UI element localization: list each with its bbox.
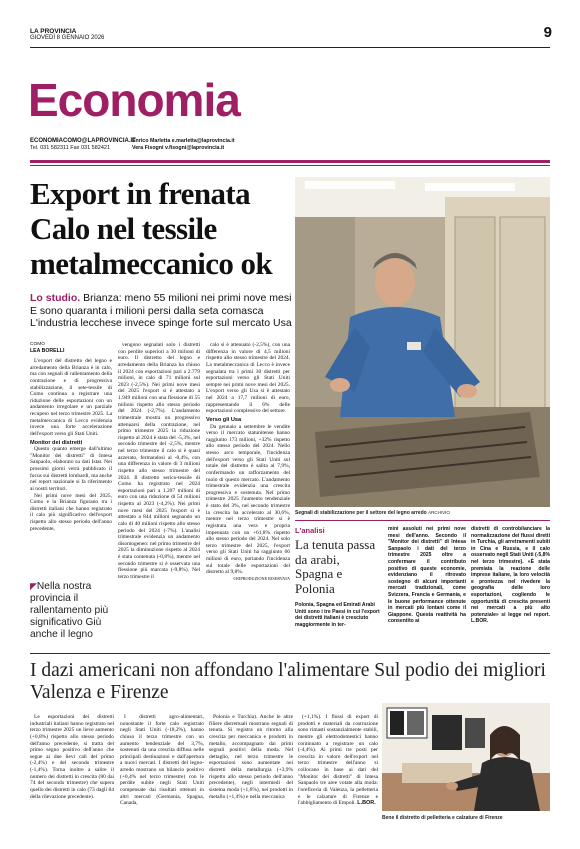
section-divider [30, 160, 550, 163]
article-paragraph: I distretti agro-alimentari, nonostante il forte calo registrato negli Stati Uniti (-18,2%), hanno chiuso il terzo trimestre con un aumento tendenziale del 3,7%, sostenuti da una crescita diffusa nelle principali destinazioni e dall'apertura a nuovi mercati. I distretti del legno-arredo mostrano un bilancio positivo (+0,4% nel terzo trimestre) con le perdite subite negli Stati Uniti compensate dai risultati ottenuti in altri mercati (Germania, Spagna, Canada, [120, 714, 204, 807]
box-title: La tenuta passa da arabi, Spagna e Polonia [295, 537, 376, 596]
article-paragraph: vengono segnalati solo i distretti con perdite superiori a 30 milioni di euro. Il distretto del legno e arredamento della Brianza ha chiuso il 2024 con esportazioni pari a 2.779 milioni, in calo di 71 milioni sul 2023 (-2,5%). Nei primi nove mesi del 2025 l'export si è attestato a 1.949 milioni con una flessione di 55 milioni rispetto allo stesso periodo del 2024 (-2,7%). L'andamento trimestrale mostra un progressivo attenuarsi della contrazione, nel primo trimestre 2025 la riduzione rispetto al 2024 è stata del -5,3%, nel secondo trimestre del -2,5%, mentre nel terzo trimestre il calo si è quasi azzerato, fermandosi al -0,4%, con una differenza in valore di 3 milioni rispetto allo stesso trimestre del 2024. Il distretto serico-tessile di Como ha registrato nel 2024 esportazioni pari a 1.207 milioni di euro con una riduzione di 54 milioni rispetto al 2023 (-4,2%). Nei primi nove mesi del 2025 l'export si è attestato a 844 milioni segnando un calo di 40 milioni rispetto allo stesso periodo del 2024 (-7%). L'analisi trimestrale evidenzia un andamento disomogeneo: nel primo trimestre del 2025 la diminuzione rispetto al 2024 è stata contenuta (-0,8%), mentre nel secondo trimestre si è osservata una flessione più marcata (-9,8%). Nel terzo trimestre il [118, 342, 200, 580]
section-divider [30, 165, 550, 166]
editor-contacts [132, 138, 235, 152]
article-paragraph: Nei primi nove mesi del 2025, Como e la Brianza figurano tra i distretti italiani che hanno registrato il calo più significativo dell'export rispetto allo stesso periodo dell'anno precedente, [30, 492, 112, 532]
box-paragraph: distretti di controbilanciare la normalizzazione dei flussi diretti in Turchia, gli arretramenti subiti in Cina e Russia, e il calo osservato negli Stati Uniti (-5,8% nel terzo trimestre). «È stata premiata la reazione delle imprese italiane, la loro velocità e prontezza nel rivedere la geografia delle loro esportazioni, cogliendo le opportunità di crescita presenti nei mercati a più alto potenziale» si legge nel report. [471, 526, 550, 618]
section-title: Economia [28, 74, 240, 126]
pull-quote-triangle-icon: ◤ [30, 581, 37, 591]
article-paragraph: calo si è attenuato (-2,5%), con una differenza in valore di 4,5 milioni rispetto allo stesso trimestre del 2024. La metalmeccanica di Lecco è invece segnalata tra i primi 30 distretti per esportazioni verso gli Stati Uniti sempre nei primi nove mesi del 2025. L'export verso gli Usa si è attestato nel 2024 a 17,7 milioni di euro, rappresentando il 6% delle esportazioni complessive del settore. [206, 342, 290, 415]
article-headline: Export in frenata Calo nel tessile metalmeccanico ok [30, 176, 273, 281]
article-paragraph: Le esportazioni dei distretti industriali italiani hanno registrato nel terzo trimestre 2025 un lieve aumento (+0,8%) rispetto allo stesso periodo dell'anno precedente, si tratta del primo segno positivo dell'anno che segue ai due lievi cali del primo (-2,4%) e del secondo trimestre (-1,4%). Torna inoltre a salire il numero dei distretti in crescita (80 dai 74 del secondo trimestre) che supera quello dei distretti in calo (73 dagli 84 della rilevazione precedente). [30, 714, 114, 800]
pull-quote [30, 580, 112, 641]
article2-headline: I dazi americani non affondano l'alimentare Sul podio dei migliori Valenza e Firenze [30, 660, 546, 703]
article2-column-2 [120, 714, 204, 844]
article-initials: L.BOR. [357, 800, 376, 807]
box-tag: L'analisi [295, 526, 325, 535]
article-paragraph: Polonia e Turchia). Anche le altre filiere distrettuali mostrano segnali di tenuta. Si registra un ritorno alla crescita per meccanica e prodotti in metallo, accompagnato dai primi segnali positivi della moda. Nel dettaglio, nel terzo trimestre le esportazioni sono aumentate nei distretti della metallurgia (+3,9% rispetto allo stesso periodo dell'anno precedente), negli intermedi del sistema moda (+1,6%), nei prodotti in metallo (+1,4%) e nella meccanica [209, 714, 293, 800]
summary-line: Brianza: meno 55 milioni nei primi nove mesi [80, 292, 292, 304]
article-paragraph: Da gennaio a settembre le vendite verso il mercato statunitense hanno raggiunto 173 milioni, +32% rispetto allo stesso periodo del 2024. Nello stesso arco temporale, l'incidenza dell'export verso gli Stati Uniti sul totale del distretto è salita al 7,9%, confermando un rafforzamento del ruolo di questo mercato. L'andamento trimestrale evidenzia una crescita progressiva e sostenuta. Nel primo trimestre 2025 l'aumento tendenziale è stato del 3%, nel secondo trimestre la crescita ha accelerato al 30,6%, mentre nel terzo trimestre si è registrata una vera e propria impennata con un +61,8% rispetto allo stesso periodo del 2024. Nel solo terzo trimestre del 2025, l'export verso gli Stati Uniti ha raggiunto 66 milioni di euro, portando l'incidenza sul totale delle esportazioni del distretto al 9,8%. [206, 423, 290, 576]
article2-column-1 [30, 714, 114, 844]
pull-quote-text: Nella nostra provincia il rallentamento più significativo Giù anche il legno [30, 581, 109, 640]
article2-photo-caption: Bene il distretto di pelletteria e calzature di Firenze [382, 815, 503, 821]
photo-caption [295, 510, 550, 516]
section-contacts [30, 138, 550, 152]
article-kicker: Lo studio. [30, 292, 81, 304]
article2-column-4 [298, 714, 378, 844]
box-lead: Polonia, Spagna ed Emirati Arabi Uniti sono i tre Paesi in cui l'export dei distretti italiani è cresciuto maggiormente in ter- [295, 602, 380, 628]
photo-caption-text: Segnali di stabilizzazione per il settore del legno arredo [295, 510, 427, 516]
article-paragraph: L'export del distretto del legno e arredamento della Brianza è in calo, ma con segnali di rallentamento della contrazione e di progressiva stabilizzazione, il sete-tessile di Como continua a registrare una riduzione delle esportazioni con un andamento irregolare e un parziale recupero nel terzo trimestre 2025. La metalmeccanica di Lecco evidenzia invece una forte accelerazione dell'export verso gli Stati Uniti. [30, 358, 112, 437]
editor-contact: Vera Fisogni v.fisogni@laprovincia.it [132, 144, 225, 151]
byline-place: COMO [30, 342, 45, 347]
page-number: 9 [543, 24, 552, 41]
article-paragraph: (+1,1%). I flussi di export di prodotti e materiali da costruzione sono rimasti sostanzialmente stabili, mentre gli elettrodomestici hanno continuato a registrare un calo (-4,4%). Ai primi tre posti per crescita in valore dell'export nel terzo trimestre dell'anno si collocano in base ai dati del "Monitor dei distretti" di Intesa Sanpaolo tre aree votate alla moda: l'oreficeria di Valenza, la pelletteria e le calzature di Firenze e l'abbigliamento di Empoli. [298, 714, 378, 807]
masthead [30, 28, 104, 42]
header-divider [30, 47, 550, 48]
summary-line: E sono quaranta i milioni persi dalla seta comasca [30, 304, 264, 317]
leather-workshop-photo-illustration [382, 703, 550, 811]
article-divider [30, 653, 550, 654]
article-column-2 [118, 342, 200, 642]
section-email[interactable]: ECONOMIACOMO@LAPROVINCIA.IT [30, 138, 136, 144]
box-divider [295, 520, 550, 521]
article2-photo [382, 703, 550, 811]
publication-name: LA PROVINCIA [30, 28, 77, 35]
publication-date: GIOVEDÌ 8 GENNAIO 2026 [30, 35, 105, 41]
article2-column-3 [209, 714, 293, 844]
article-paragraph: Questo quanto emerge dall'ultimo "Monitor dei distretti" di Intesa Sanpaolo, elaborato su dati Istat. Nei prossimi giorni verrà pubblicato il focus sui distretti lombardi, ma anche nel report nazionale si fa riferimento ai nostri territori. [30, 446, 112, 492]
photo-credit: ARCHIVIO [428, 510, 450, 515]
box-column-2: mini assoluti nei primi nove mesi dell'anno. Secondo il "Monitor dei distretti" di Intesa Sanpaolo i dati del terzo trimestre 2025 oltre a confermare il contributo positivo di queste economie, evidenziano il ritrovato sostegno di alcuni importanti mercati tradizionali, come Svizzera, Francia e Germania, e le buone performance ottenute in mercati più lontani come il Giappone. Questa reattività ha consentito ai [388, 526, 466, 625]
article-summary [30, 292, 292, 330]
editor-contact: Enrico Marletta e.marletta@laprovincia.it [132, 138, 235, 144]
summary-line: L'industria lecchese invece spinge forte sul mercato Usa [30, 317, 292, 329]
box-column-3 [471, 526, 550, 648]
article-subheading: Monitor dei distretti [30, 439, 83, 446]
article-byline [30, 342, 64, 355]
byline-author: LEA BORELLI [30, 348, 65, 354]
box-initials: L.BOR. [471, 618, 489, 625]
section-phone: Tel. 031 582311 Fax 031 582421 [30, 145, 111, 151]
article-subheading: Verso gli Usa [206, 416, 242, 423]
article-photo [295, 177, 550, 507]
copyright-notice: ©RIPRODUZIONE RISERVATA [233, 575, 290, 581]
article-column-1 [30, 358, 112, 576]
workshop-photo-illustration [295, 177, 550, 507]
article-column-3 [206, 342, 290, 642]
